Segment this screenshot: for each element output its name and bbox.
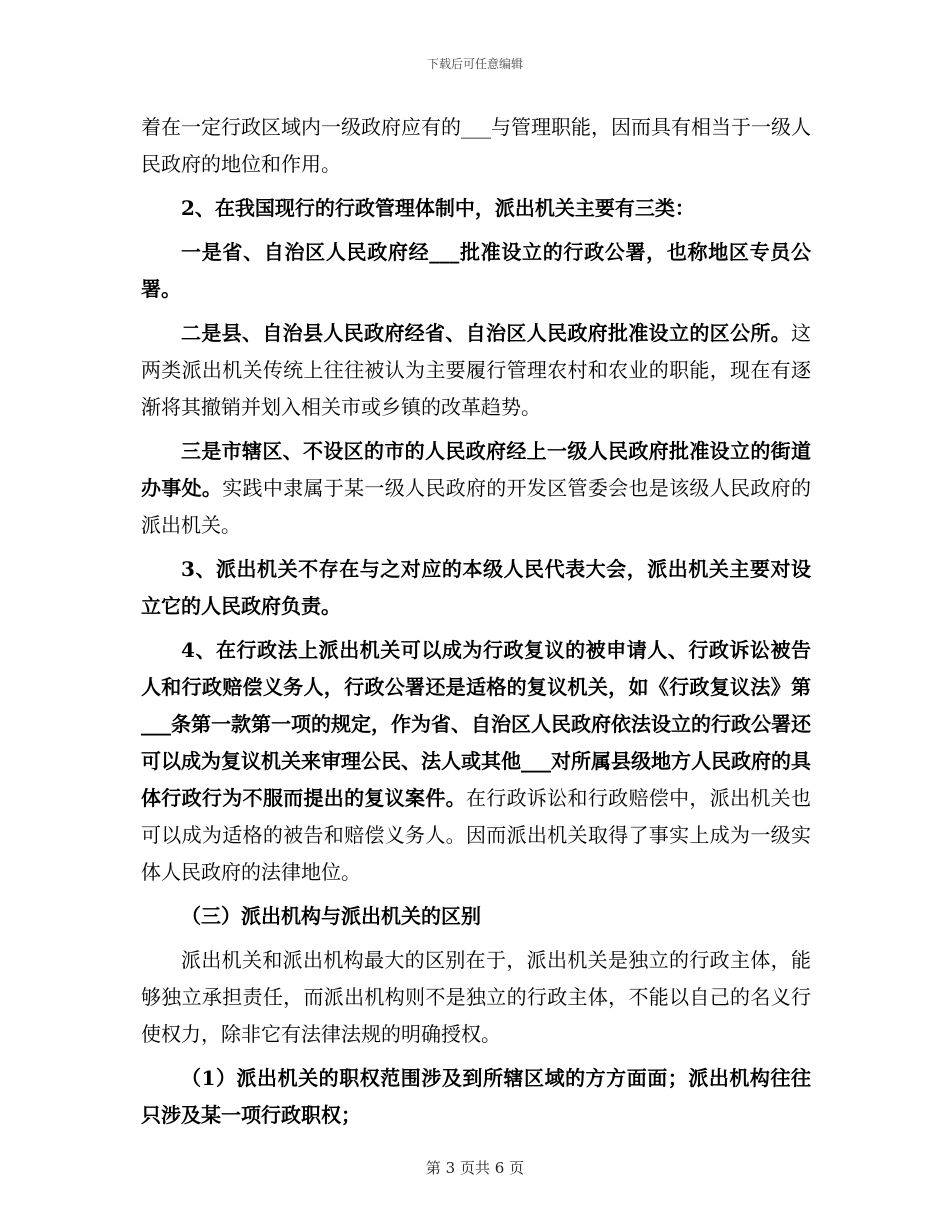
paragraph-type-1: 一是省、自治区人民政府经___批准设立的行政公署，也称地区专员公署。 xyxy=(141,240,811,301)
paragraph-type-3: 三是市辖区、不设区的市的人民政府经上一级人民政府批准设立的街道办事处。实践中隶属于某一级人民政府的开发区管委会也是该级人民政府的派出机关。 xyxy=(141,439,811,537)
paragraph-point-4: 4、在行政法上派出机关可以成为行政复议的被申请人、行政诉讼被告人和行政赔偿义务人，行政公署还是适格的复议机关，如《行政复议法》第___条第一款第一项的规定，作为省、自治区人民政府依法设立的行政公署还可以成为复议机关来审理公民、法人或其他___对所属县级地方人民政府的具体行政行为不服而提出的复议案件。在行政诉讼和行政赔偿中，派出机关也可以成为适格的被告和赔偿义务人。因而派出机关取得了事实上成为一级实体人民政府的法律地位。 xyxy=(141,638,811,884)
paragraph-point-3: 3、派出机关不存在与之对应的本级人民代表大会，派出机关主要对设立它的人民政府负责。 xyxy=(141,557,811,618)
paragraph-point-2: 2、在我国现行的行政管理体制中，派出机关主要有三类： xyxy=(181,196,695,220)
page-header: 下载后可任意编辑 xyxy=(426,57,523,71)
paragraph-item-1: （1）派出机关的职权范围涉及到所辖区域的方方面面；派出机构往往只涉及某一项行政职权； xyxy=(141,1066,811,1127)
paragraph-type-2: 二是县、自治县人民政府经省、自治区人民政府批准设立的区公所。这两类派出机关传统上往往被认为主要履行管理农村和农业的职能，现在有逐渐将其撤销并划入相关市或乡镇的改革趋势。 xyxy=(141,321,811,419)
page-footer: 第 3 页共 6 页 xyxy=(425,1159,525,1177)
paragraph-difference: 派出机关和派出机构最大的区别在于，派出机关是独立的行政主体，能够独立承担责任，而派出机构则不是独立的行政主体，不能以自己的名义行使权力，除非它有法律法规的明确授权。 xyxy=(141,948,811,1046)
document-body xyxy=(141,109,811,1141)
paragraph-continuation: 着在一定行政区域内一级政府应有的___与管理职能，因而具有相当于一级人民政府的地位和作用。 xyxy=(141,115,811,176)
section-heading: （三）派出机构与派出机关的区别 xyxy=(181,904,481,928)
